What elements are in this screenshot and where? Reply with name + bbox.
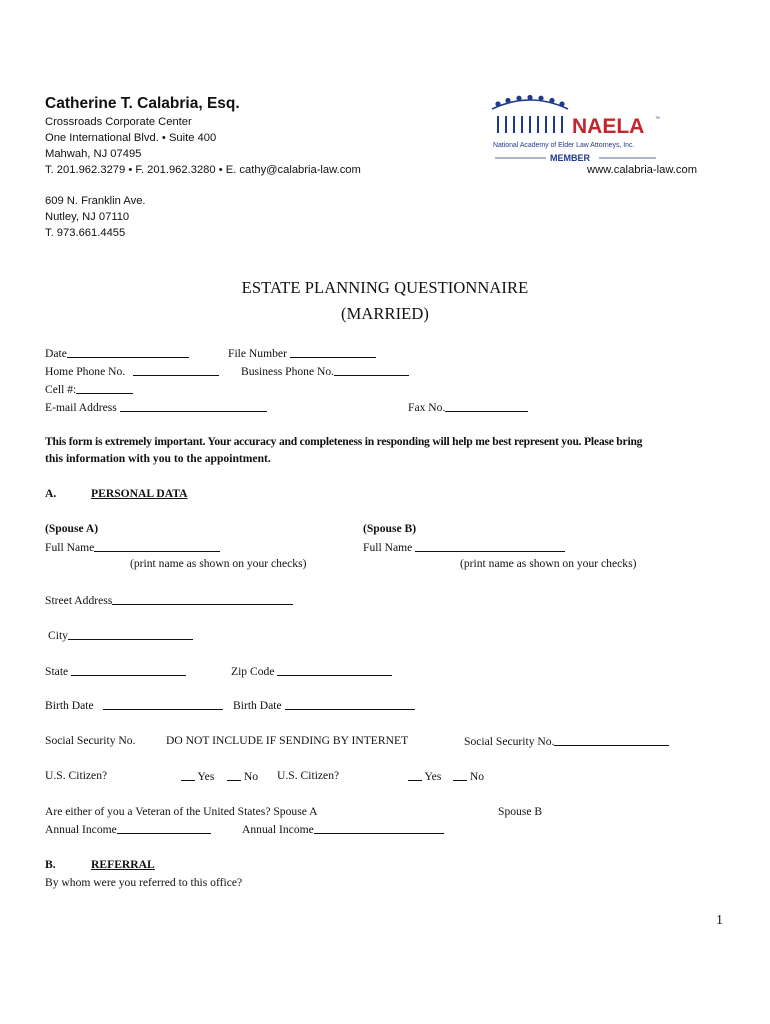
cell-label: Cell #: [45,383,77,396]
spouse-b-income-field[interactable] [242,822,444,836]
yes-label: Yes [424,770,442,783]
spouse-b-birth-date-blank[interactable] [285,698,415,710]
business-phone-blank[interactable] [334,364,409,376]
office2-line1: 609 N. Franklin Ave. [45,195,146,207]
file-number-field[interactable] [228,346,376,360]
notice-line1: This form is extremely important. Your accuracy and completeness in responding will help me best represent you. Please bring [45,435,643,448]
office2-line2: Nutley, NJ 07110 [45,211,130,223]
section-a-title: PERSONAL DATA [91,487,188,500]
spouse-b-ssn-label: Social Security No. [464,735,555,748]
state-blank[interactable] [71,664,186,676]
office1-line3: Mahwah, NJ 07495 [45,148,142,160]
form-subtitle: (MARRIED) [341,304,429,323]
zip-label: Zip Code [231,665,275,678]
spouse-a-citizen-no[interactable] [227,769,258,783]
cell-blank[interactable] [76,382,133,394]
attorney-name: Catherine T. Calabria, Esq. [45,95,240,112]
spouse-a-citizen-label: U.S. Citizen? [45,769,108,782]
spouse-b-full-name-field[interactable] [363,540,565,554]
street-address-blank[interactable] [112,593,293,605]
no-blank[interactable] [453,769,467,781]
spouse-b-income-blank[interactable] [314,822,444,834]
naela-member: MEMBER [550,153,590,163]
spouse-a-full-name-field[interactable] [45,540,220,554]
spouse-a-ssn-label: Social Security No. [45,734,136,747]
fax-blank[interactable] [445,400,528,412]
file-number-label: File Number [228,347,287,360]
spouse-b-citizen-no[interactable] [453,769,484,783]
spouse-b-ssn-blank[interactable] [554,734,669,746]
home-phone-label: Home Phone No. [45,365,126,378]
naela-wordmark: NAELA [572,115,645,138]
office1-line2: One International Blvd. • Suite 400 [45,132,217,144]
spouse-a-full-name-blank[interactable] [94,540,220,552]
full-name-label: Full Name [45,541,95,554]
date-field[interactable] [45,346,189,360]
page-number: 1 [716,913,723,928]
birth-date-label: Birth Date [233,699,282,712]
form-title: ESTATE PLANNING QUESTIONNAIRE [241,278,529,297]
income-label: Annual Income [45,823,117,836]
section-b-letter: B. [45,858,56,871]
section-a-letter: A. [45,487,57,500]
street-address-label: Street Address [45,594,113,607]
spouse-a-heading: (Spouse A) [45,522,99,535]
spouse-a-birth-date-field[interactable] [45,698,223,712]
birth-date-label: Birth Date [45,699,94,712]
naela-emblem-icon [488,93,666,165]
fax-field[interactable] [408,400,528,414]
spouse-a-print-note: (print name as shown on your checks) [130,557,307,570]
cell-field[interactable] [45,382,133,396]
income-label: Annual Income [242,823,314,836]
email-label: E-mail Address [45,401,117,414]
veteran-question: Are either of you a Veteran of the United States? Spouse A [45,805,318,818]
spouse-a-income-blank[interactable] [117,822,211,834]
yes-label: Yes [197,770,215,783]
full-name-label: Full Name [363,541,413,554]
spouse-a-citizen-yes[interactable] [181,769,214,783]
spouse-b-citizen-yes[interactable] [408,769,441,783]
spouse-b-print-note: (print name as shown on your checks) [460,557,637,570]
state-field[interactable] [45,664,186,678]
date-blank[interactable] [67,346,189,358]
spouse-b-full-name-blank[interactable] [415,540,565,552]
spouse-b-citizen-label: U.S. Citizen? [277,769,340,782]
file-number-blank[interactable] [290,346,376,358]
referral-question: By whom were you referred to this office? [45,876,243,889]
email-blank[interactable] [120,400,267,412]
zip-field[interactable] [231,664,392,678]
yes-blank[interactable] [181,769,195,781]
zip-blank[interactable] [277,664,392,676]
spouse-a-birth-date-blank[interactable] [103,698,223,710]
state-label: State [45,665,69,678]
fax-label: Fax No. [408,401,446,414]
office1-contact: T. 201.962.3279 • F. 201.962.3280 • E. cathy@calabria-law.com [45,164,361,176]
spouse-a-income-field[interactable] [45,822,211,836]
no-label: No [243,770,259,783]
home-phone-field[interactable] [45,364,219,378]
spouse-b-ssn-field[interactable] [464,734,669,748]
naela-logo [488,93,666,165]
veteran-spouse-b: Spouse B [498,805,543,818]
email-field[interactable] [45,400,267,414]
date-label: Date [45,347,67,360]
city-field[interactable] [48,628,193,642]
office2-phone: T. 973.661.4455 [45,227,126,239]
business-phone-field[interactable] [241,364,409,378]
naela-tm: ™ [655,116,660,122]
naela-subtitle: National Academy of Elder Law Attorneys, Inc. [493,142,635,149]
home-phone-blank[interactable] [133,364,219,376]
street-address-field[interactable] [45,593,293,607]
spouse-b-heading: (Spouse B) [363,522,417,535]
business-phone-label: Business Phone No. [241,365,335,378]
no-blank[interactable] [227,769,241,781]
spouse-b-birth-date-field[interactable] [233,698,415,712]
notice-line2: this information with you to the appointment. [45,452,271,465]
ssn-warning: DO NOT INCLUDE IF SENDING BY INTERNET [166,734,409,747]
website: www.calabria-law.com [587,164,698,176]
city-blank[interactable] [68,628,193,640]
yes-blank[interactable] [408,769,422,781]
no-label: No [469,770,485,783]
section-b-title: REFERRAL [91,858,155,871]
city-label: City [48,629,68,642]
office1-line1: Crossroads Corporate Center [45,116,192,128]
